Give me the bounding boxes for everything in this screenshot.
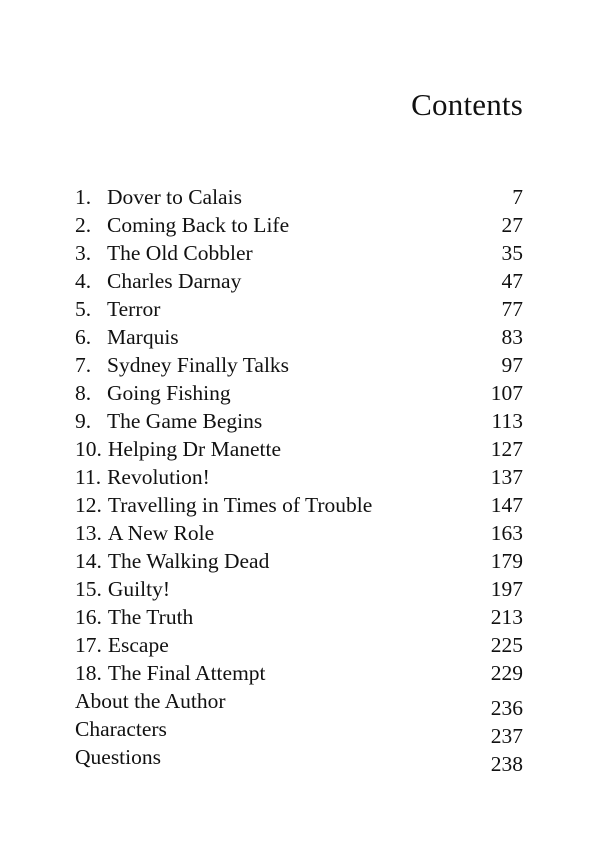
- page-number: 35: [501, 241, 523, 265]
- page-number: 127: [490, 437, 523, 461]
- chapter-number: 7.: [75, 353, 92, 377]
- chapter-title: Terror: [107, 297, 161, 321]
- entry-left: [75, 379, 231, 407]
- toc-entry[interactable]: [75, 267, 523, 295]
- entry-left: [75, 211, 289, 239]
- toc-entry[interactable]: [75, 407, 523, 435]
- page-number: 197: [490, 577, 523, 601]
- toc-entry[interactable]: [75, 351, 523, 379]
- page-number: 27: [501, 213, 523, 237]
- toc-entry[interactable]: [75, 295, 523, 323]
- entry-left: [75, 407, 262, 435]
- entry-left: [75, 351, 289, 379]
- chapter-number: 10.: [75, 437, 102, 461]
- chapter-title: Escape: [107, 633, 169, 657]
- chapter-title: About the Author: [75, 689, 226, 713]
- toc-entry[interactable]: [75, 687, 523, 720]
- chapter-title: The Truth: [107, 605, 194, 629]
- chapter-title: Going Fishing: [107, 381, 231, 405]
- chapter-title: The Game Begins: [107, 409, 263, 433]
- entry-left: [75, 631, 169, 659]
- page-title: Contents: [411, 87, 523, 122]
- chapter-number: 16.: [75, 605, 102, 629]
- page-number: 163: [490, 521, 523, 545]
- chapter-title: Coming Back to Life: [107, 213, 290, 237]
- page-number: 107: [490, 381, 523, 405]
- chapter-title: The Walking Dead: [107, 549, 270, 573]
- chapter-number: 5.: [75, 297, 92, 321]
- chapter-number: 14.: [75, 549, 102, 573]
- chapter-title: The Old Cobbler: [107, 241, 253, 265]
- page-number: 236: [490, 696, 523, 720]
- page-number: 83: [501, 325, 523, 349]
- chapter-title: Questions: [75, 745, 161, 769]
- chapter-number: 12.: [75, 493, 102, 517]
- page-number: 47: [501, 269, 523, 293]
- entry-left: [75, 603, 193, 631]
- entry-left: [75, 183, 242, 211]
- chapter-number: 8.: [75, 381, 92, 405]
- page-number: 77: [501, 297, 523, 321]
- chapter-title: Sydney Finally Talks: [107, 353, 290, 377]
- chapter-title: Dover to Calais: [107, 185, 242, 209]
- page-number: 237: [490, 724, 523, 748]
- entry-left: [75, 267, 241, 295]
- entry-left: [75, 435, 281, 463]
- page-number: 137: [490, 465, 523, 489]
- chapter-title: Characters: [75, 717, 167, 741]
- page-number: 229: [490, 661, 523, 685]
- toc-entry[interactable]: [75, 575, 523, 603]
- chapter-title: The Final Attempt: [107, 661, 266, 685]
- page-number: 7: [512, 185, 523, 209]
- chapter-number: 11.: [75, 465, 102, 489]
- page-number: 213: [490, 605, 523, 629]
- toc-entry[interactable]: [75, 323, 523, 351]
- entry-left: [75, 295, 160, 323]
- page-number: 97: [501, 353, 523, 377]
- entry-left: [75, 687, 226, 715]
- chapter-number: 4.: [75, 269, 92, 293]
- toc-entry[interactable]: [75, 631, 523, 659]
- chapter-title: A New Role: [107, 521, 215, 545]
- toc-entry[interactable]: [75, 491, 523, 519]
- toc-entry[interactable]: [75, 435, 523, 463]
- entry-left: [75, 239, 253, 267]
- page-number: 179: [490, 549, 523, 573]
- chapter-number: 17.: [75, 633, 102, 657]
- chapter-title: Revolution!: [107, 465, 210, 489]
- chapter-number: 13.: [75, 521, 102, 545]
- toc-entry[interactable]: [75, 211, 523, 239]
- entry-left: [75, 491, 372, 519]
- page-number: 238: [490, 752, 523, 776]
- page-number: 113: [491, 409, 523, 433]
- entry-left: [75, 547, 269, 575]
- entry-left: [75, 575, 170, 603]
- chapter-title: Marquis: [107, 325, 179, 349]
- toc-entry[interactable]: [75, 183, 523, 211]
- chapter-number: 3.: [75, 241, 92, 265]
- toc-entry[interactable]: [75, 547, 523, 575]
- toc-entry[interactable]: [75, 659, 523, 687]
- toc-entry[interactable]: [75, 603, 523, 631]
- entry-left: [75, 743, 161, 771]
- toc-entry[interactable]: [75, 463, 523, 491]
- entry-left: [75, 519, 214, 547]
- chapter-number: 2.: [75, 213, 92, 237]
- entry-left: [75, 463, 210, 491]
- entry-left: [75, 659, 266, 687]
- table-of-contents: [75, 183, 523, 776]
- toc-entry[interactable]: [75, 715, 523, 748]
- entry-left: [75, 715, 167, 743]
- chapter-number: 6.: [75, 325, 92, 349]
- toc-entry[interactable]: [75, 519, 523, 547]
- page-number: 225: [490, 633, 523, 657]
- chapter-number: 15.: [75, 577, 102, 601]
- page-number: 147: [490, 493, 523, 517]
- chapter-number: 18.: [75, 661, 102, 685]
- chapter-title: Guilty!: [107, 577, 170, 601]
- chapter-title: Charles Darnay: [107, 269, 242, 293]
- chapter-title: Travelling in Times of Trouble: [107, 493, 373, 517]
- toc-entry[interactable]: [75, 379, 523, 407]
- chapter-number: 1.: [75, 185, 92, 209]
- entry-left: [75, 323, 179, 351]
- toc-entry[interactable]: [75, 743, 523, 776]
- chapter-title: Helping Dr Manette: [107, 437, 282, 461]
- chapter-number: 9.: [75, 409, 92, 433]
- toc-entry[interactable]: [75, 239, 523, 267]
